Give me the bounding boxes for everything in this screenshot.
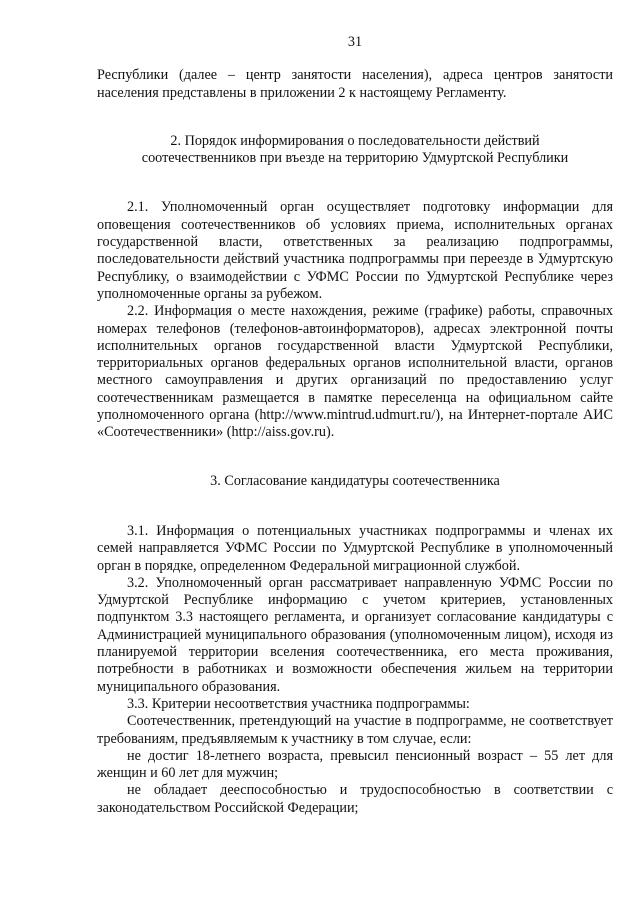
- paragraph-2-1: 2.1. Уполномоченный орган осуществляет подготовку информации для оповещения соотечественников об условиях приема, исполнительных органах государственной власти, ответственных за реализацию подпрограммы, последовательности действий участника подпрограммы при переезде в Удмуртскую Республику, о взаимодействии с УФМС России по Удмуртской Республике через уполномоченные органы за рубежом.: [97, 199, 613, 302]
- section-2-heading-line-1: 2. Порядок информирования о последовательности действий: [170, 132, 540, 149]
- paragraph-2-2: 2.2. Информация о месте нахождения, режиме (графике) работы, справочных номерах телефонов (телефонов-автоинформаторов), адресах электронной почты исполнительных органов государственной власти Удмуртской Республики, территориальных органов федеральных органов исполнительной власти, органов местного самоуправления и других организаций по предоставлению услуг соотечественникам размещается в памятке переселенца на официальном сайте уполномоченного органа (http://www.mintrud.udmurt.ru/), на Интернет-портале АИС «Соотечественники» (http://aiss.gov.ru).: [97, 303, 613, 441]
- intro-paragraph: Республики (далее – центр занятости населения), адреса центров занятости населения представлены в приложении 2 к настоящему Регламенту.: [97, 67, 613, 101]
- page-number: 31: [347, 34, 363, 50]
- document-page: [97, 34, 613, 817]
- section-2-heading: [97, 133, 613, 168]
- paragraph-3-1: 3.1. Информация о потенциальных участниках подпрограммы и членах их семей направляется УФМС России по Удмуртской Республике в уполномоченный орган в порядке, определенном Федеральной миграционной службой.: [97, 522, 613, 574]
- paragraph-criteria-intro: Соотечественник, претендующий на участие в подпрограмме, не соответствует требованиям, предъявляемым к участнику в том случае, если:: [97, 713, 613, 747]
- section-3-heading: 3. Согласование кандидатуры соотечественника: [210, 472, 500, 489]
- paragraph-criteria-age: не достиг 18-летнего возраста, превысил пенсионный возраст – 55 лет для женщин и 60 лет для мужчин;: [97, 747, 613, 782]
- section-2-heading-line-2: соотечественников при въезде на территорию Удмуртской Республики: [141, 150, 569, 167]
- paragraph-criteria-capacity: не обладает дееспособностью и трудоспособностью в соответствии с законодательством Российской Федерации;: [97, 782, 613, 816]
- paragraph-3-3: 3.3. Критерии несоответствия участника подпрограммы:: [127, 695, 470, 712]
- paragraph-3-2: 3.2. Уполномоченный орган рассматривает направленную УФМС России по Удмуртской Республике информацию с учетом критериев, установленных подпунктом 3.3 настоящего регламента, и организует согласование кандидатуры с Администрацией муниципального образования (уполномоченным лицом), исходя из планируемой территории вселения соотечественника, его места проживания, потребности в работниках и возможности обеспечения жильем на территории муниципального образования.: [97, 574, 613, 695]
